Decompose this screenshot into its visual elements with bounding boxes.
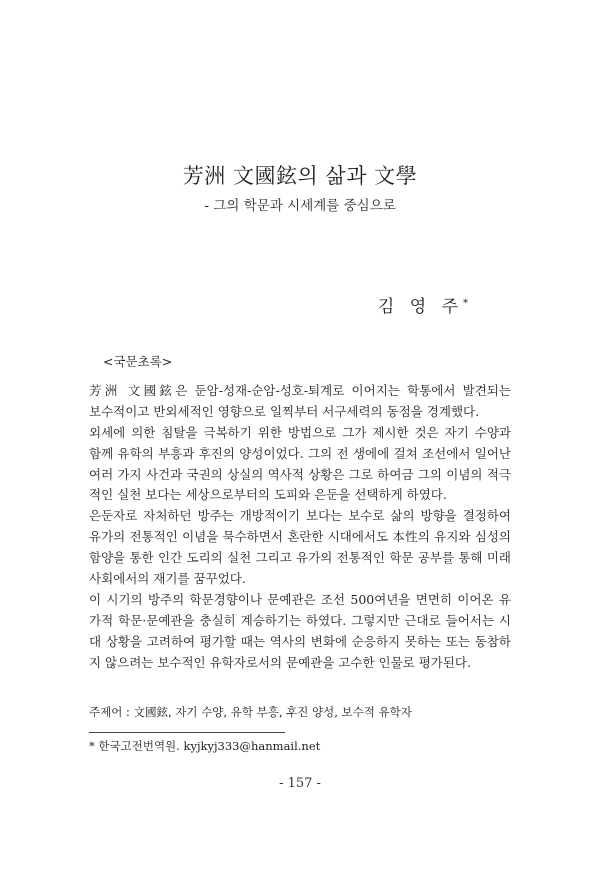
abstract-line: 보수적이고 반외세적인 영향으로 일찍부터 서구세력의 동점을 경계했다. bbox=[89, 403, 480, 419]
abstract-line: 유가의 전통적인 이념을 묵수하면서 혼란한 시대에서도 本性의 유지와 심성의 bbox=[89, 529, 511, 545]
footnote: * 한국고전번역원. kyjkyj333@hanmail.net bbox=[89, 739, 321, 753]
author-footnote-mark: * bbox=[463, 298, 468, 309]
abstract-line: 대 상황을 고려하여 평가할 때는 역사의 변화에 순응하지 못하는 또는 동참하 bbox=[89, 633, 511, 649]
abstract-line: 이 시기의 방주의 학문경향이나 문예관은 조선 500여년을 면면히 이어온 유 bbox=[89, 591, 511, 607]
abstract-line: 지 않으려는 보수적인 유학자로서의 문예관을 고수한 인물로 평가된다. bbox=[89, 654, 471, 670]
author-name: 김 영 주 bbox=[377, 297, 463, 317]
paper-title: 芳洲 文國鉉의 삶과 文學 bbox=[182, 164, 418, 188]
footnote-divider bbox=[89, 732, 285, 733]
author bbox=[378, 292, 468, 317]
abstract-line: 가적 학문·문예관을 충실히 계승하기는 하였다. 그렇지만 근대로 들어서는 시 bbox=[89, 612, 511, 628]
abstract-body bbox=[89, 381, 511, 673]
abstract-line: 함양을 통한 인간 도리의 실천 그리고 유가의 전통적인 학문 공부를 통해 미래 bbox=[89, 550, 511, 566]
abstract-line: 적인 실천 보다는 세상으로부터의 도피와 은둔을 선택하게 하였다. bbox=[89, 487, 447, 503]
abstract-line: 은둔자로 자처하던 방주는 개방적이기 보다는 보수로 삶의 방향을 결정하여 bbox=[89, 508, 511, 524]
page-number: - 157 - bbox=[279, 776, 321, 791]
abstract-heading: <국문초록> bbox=[103, 354, 173, 369]
abstract-line: 외세에 의한 침탈을 극복하기 위한 방법으로 그가 제시한 것은 자기 수양과 bbox=[89, 424, 511, 440]
abstract-line: 사회에서의 재기를 꿈꾸었다. bbox=[89, 571, 246, 587]
keywords: 주제어 : 文國鉉, 자기 수양, 유학 부흥, 후진 양성, 보수적 유학자 bbox=[89, 705, 412, 719]
abstract-line: 함께 유학의 부흥과 후진의 양성이었다. 그의 전 생에에 걸쳐 조선에서 일어난 bbox=[89, 445, 511, 461]
abstract-line: 여러 가지 사건과 국권의 상실의 역사적 상황은 그로 하여금 그의 이념의 적극 bbox=[89, 466, 511, 482]
abstract-line: 芳洲 文國鉉은 둔암-성재-순암-성호-퇴계로 이어지는 학통에서 발견되는 bbox=[89, 383, 511, 398]
paper-subtitle: - 그의 학문과 시세계를 중심으로 bbox=[204, 198, 396, 214]
